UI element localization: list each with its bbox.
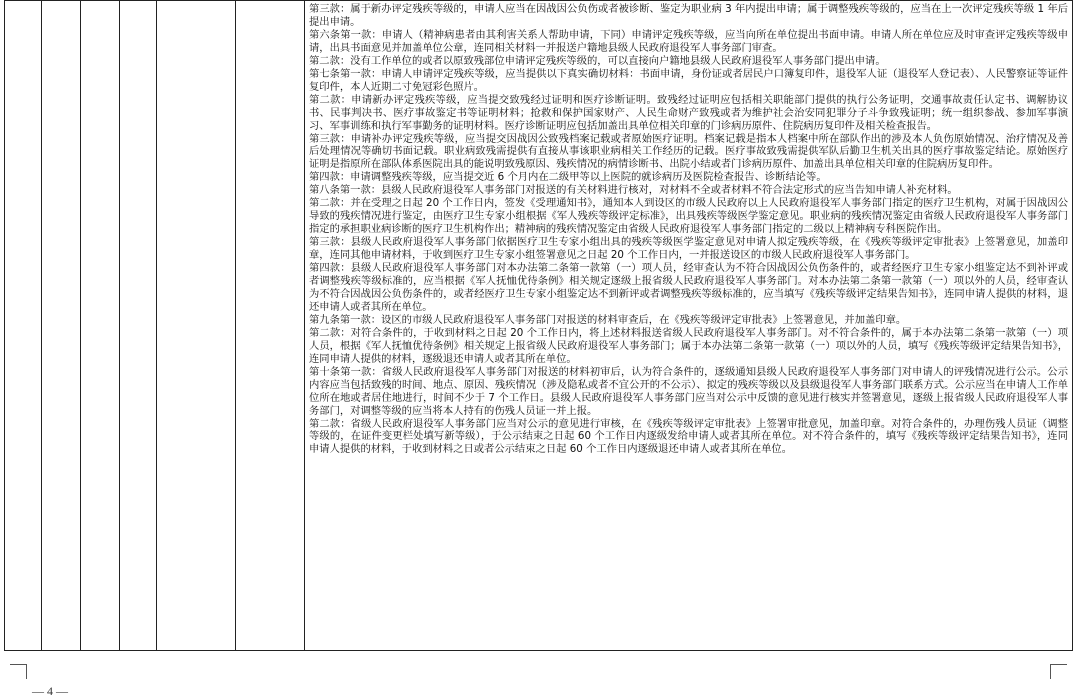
paragraph: 第三款：县级人民政府退役军人事务部门依据医疗卫生专家小组出具的残疾等级医学鉴定意见对申请人拟定残疾等级，在《残疾等级评定审批表》上签署意见，加盖印章，连同其他申请材料，于收到医疗卫生专家小组签署意见之日起 20 个工作日内，一并报送设区的市级人民政府退役军人事务部门。 [309,236,1068,262]
paragraph: 第十条第一款：省级人民政府退役军人事务部门对报送的材料初审后，认为符合条件的，逐级通知县级人民政府退役军人事务部门对申请人的评残情况进行公示。公示内容应当包括致残的时间、地点、原因、残疾情况（涉及隐私或者不宜公开的不公示）、拟定的残疾等级以及县级退役军人事务部门联系方式。公示应当在申请人工作单位所在地或者居住地进行，时间不少于 7 个工作日。县级人民政府退役军人事务部门应当对公示中反馈的意见进行核实并签署意见，逐级上报省级人民政府退役军人事务部门，对调整等级的应当将本人持有的伤残人员证一并上报。 [309,365,1068,417]
empty-cell [157,1,236,651]
paragraph: 第二款：对符合条件的，于收到材料之日起 20 个工作日内，将上述材料报送省级人民政府退役军人事务部门。对不符合条件的，属于本办法第二条第一款第（一）项人员，根据《军人抚恤优待条例》相关规定上报省级人民政府退役军人事务部门；属于本办法第二条第一款第（一）项以外的人员，填写《残疾等级评定结果告知书》，连同申请人提供的材料，逐级退还申请人或者其所在单位。 [309,326,1068,365]
paragraph: 第四款：县级人民政府退役军人事务部门对本办法第二条第一款第（一）项人员，经审查认为不符合因战因公负伤条件的，或者经医疗卫生专家小组鉴定达不到补评或者调整残疾等级标准的，应当根据《军人抚恤优待条例》相关规定逐级上报省级人民政府退役军人事务部门。对本办法第二条第一款第（一）项以外的人员，经审查认为不符合因战因公负伤条件的，或者经医疗卫生专家小组鉴定达不到新评或者调整残疾等级标准的，应当填写《残疾等级评定结果告知书》，连同申请人提供的材料，退还申请人或者其所在单位。 [309,262,1068,313]
regulation-text-cell [305,1,1073,651]
paragraph: 第二款：没有工作单位的或者以原致残部位申请评定残疾等级的，可以直接向户籍地县级人民政府退役军人事务部门提出申请。 [309,54,886,67]
empty-cell [5,1,42,651]
paragraph: 第三款：申请补办评定残疾等级，应当提交因战因公致残档案记载或者原始医疗证明。档案记载是指本人档案中所在部队作出的涉及本人负伤原始情况、治疗情况及善后处理情况等确切书面记载。职业病致残需提供有直接从事该职业病相关工作经历的记载。医疗事故致残需提供军队后勤卫生机关出具的医疗事故鉴定结论。原始医疗证明是指原所在部队体系医院出具的能说明致残原因、残疾情况的病情诊断书、出院小结或者门诊病历原件、加盖出具单位相关印章的住院病历复印件。 [309,132,1068,171]
paragraph: 第四款：申请调整残疾等级，应当提交近 6 个月内在二级甲等以上医院的就诊病历及医院检查报告、诊断结论等。 [309,171,827,184]
crop-mark-right [1050,664,1067,679]
empty-cell [81,1,120,651]
crop-mark-left [10,664,27,679]
paragraph: 第八条第一款：县级人民政府退役军人事务部门对报送的有关材料进行核对，对材料不全或者材料不符合法定形式的应当告知申请人补充材料。 [309,184,958,197]
paragraph: 第三款：属于新办评定残疾等级的，申请人应当在因战因公负伤或者被诊断、鉴定为职业病 3 年内提出申请；属于调整残疾等级的，应当在上一次评定残疾等级 1 年后提出申请。 [309,3,1068,28]
page-footer [0,652,1080,700]
paragraph: 第六条第一款：申请人（精神病患者由其利害关系人帮助申请，下同）申请评定残疾等级，应当向所在单位提出书面申请。申请人所在单位应及时审查评定残疾等级申请，出具书面意见并加盖单位公章，连同相关材料一并报送户籍地县级人民政府退役军人事务部门审查。 [309,28,1068,54]
empty-cell [236,1,305,651]
paragraph: 第九条第一款：设区的市级人民政府退役军人事务部门对报送的材料审查后，在《残疾等级评定审批表》上签署意见，并加盖印章。 [309,313,907,326]
paragraph: 第七条第一款：申请人申请评定残疾等级，应当提供以下真实确切材料：书面申请，身份证或者居民户口簿复印件，退役军人证（退役军人登记表）、人民警察证等证件复印件，本人近期二寸免冠彩色照片。 [309,67,1068,93]
empty-cell [42,1,81,651]
page-number: — 4 — [32,684,68,698]
paragraph: 第二款：申请新办评定残疾等级，应当提交致残经过证明和医疗诊断证明。致残经过证明应包括相关职能部门提供的执行公务证明，交通事故责任认定书、调解协议书、民事判决书、医疗事故鉴定书等证明材料；抢救和保护国家财产、人民生命财产致残或者为维护社会治安同犯罪分子斗争致残证明；统一组织参战、参加军事演习、军事训练和执行军事勤务的证明材料。医疗诊断证明应包括加盖出具单位相关印章的门诊病历原件、住院病历复印件及相关检查报告。 [309,93,1068,132]
paragraph: 第二款：并在受理之日起 20 个工作日内，签发《受理通知书》，通知本人到设区的市级人民政府以上人民政府退役军人事务部门指定的医疗卫生机构，对属于因战因公导致的残疾情况进行鉴定，由医疗卫生专家小组根据《军人残疾等级评定标准》，出具残疾等级医学鉴定意见。职业病的残疾情况鉴定由省级人民政府退役军人事务部门指定的承担职业病诊断的医疗卫生机构作出；精神病的残疾情况鉴定由省级人民政府退役军人事务部门指定的二级以上精神病专科医院作出。 [309,197,1068,236]
empty-cell [120,1,157,651]
table-row [5,1,1073,651]
paragraph: 第二款：省级人民政府退役军人事务部门应当对公示的意见进行审核，在《残疾等级评定审批表》上签署审批意见，加盖印章。对符合条件的，办理伤残人员证（调整等级的，在证件变更栏处填写新等级），于公示结束之日起 60 个工作日内逐级发给申请人或者其所在单位。对不符合条件的，填写《残疾等级评定结果告知书》，连同申请人提供的材料，于收到材料之日或者公示结束之日起 60 个工作日内逐级退还申请人或者其所在单位。 [309,417,1068,456]
policy-table [4,0,1073,651]
